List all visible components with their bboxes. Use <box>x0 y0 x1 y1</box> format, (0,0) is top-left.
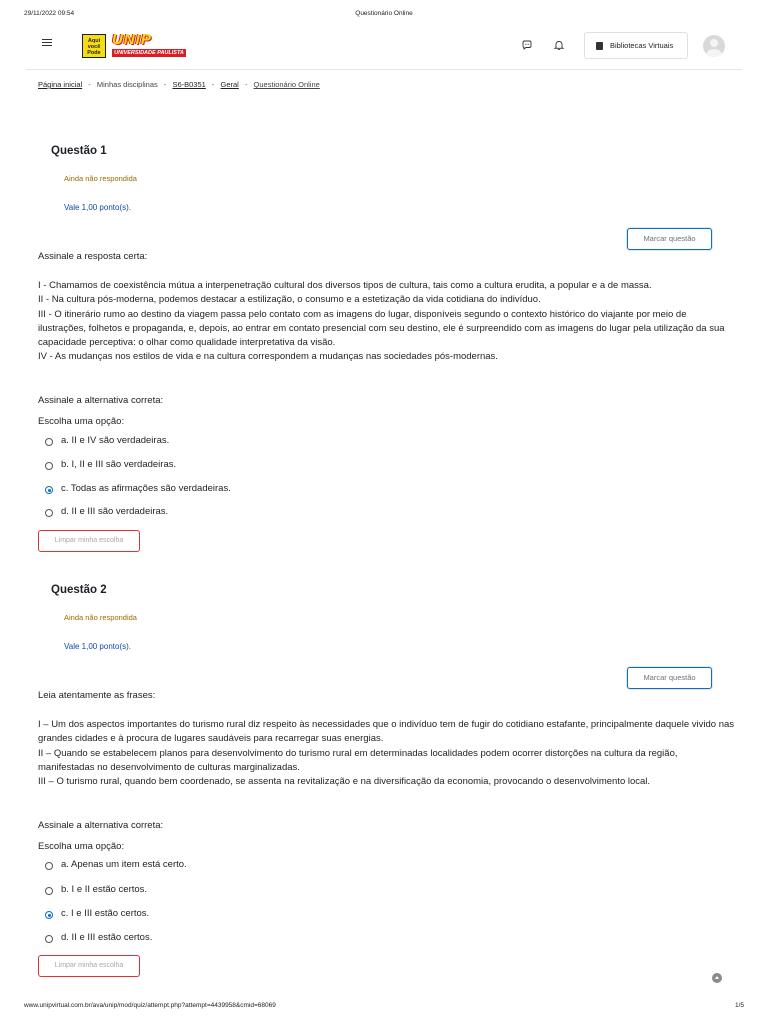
radio-button[interactable] <box>45 462 53 470</box>
question-intro: Leia atentamente as frases: <box>38 690 156 701</box>
question-intro: Assinale a resposta certa: <box>38 251 148 262</box>
statement: IV - As mudanças nos estilos de vida e na cultura correspondem a mudanças nas sociedades pós-modernas. <box>38 351 498 363</box>
virtual-libraries-label: Bibliotecas Virtuais <box>610 41 674 50</box>
scroll-to-top-icon[interactable] <box>712 973 722 983</box>
breadcrumb-separator: - <box>88 80 91 89</box>
breadcrumb-section[interactable]: Geral <box>220 80 239 89</box>
breadcrumb-my-courses: Minhas disciplinas <box>96 80 158 89</box>
print-header <box>0 10 768 22</box>
breadcrumb-separator: - <box>163 80 167 89</box>
flag-question-button[interactable]: Marcar questão <box>627 228 712 250</box>
virtual-libraries-button[interactable] <box>584 32 688 59</box>
print-date: 29/11/2022 09:54 <box>24 10 75 17</box>
clear-choice-button[interactable]: Limpar minha escolha <box>38 530 140 552</box>
option-label[interactable]: d. II e III são verdadeiras. <box>61 506 169 517</box>
question-title: Questão 1 <box>51 145 107 157</box>
choose-option-label: Escolha uma opção: <box>38 841 125 852</box>
hamburger-icon[interactable] <box>42 39 52 47</box>
chat-icon[interactable] <box>521 39 533 51</box>
question-statements <box>38 718 734 789</box>
option-label[interactable]: b. I e II estão certos. <box>61 884 148 895</box>
statement: I – Um dos aspectos importantes do turismo rural diz respeito às necessidades que o indivíduo tem de fugir do cotidiano estafante, principalmente daquele vivido nas grandes cidades e à procura de lugares saudáveis para recarregar suas energias. <box>38 719 735 745</box>
question-statements <box>38 279 734 365</box>
statement: III – O turismo rural, quando bem coordenado, se assenta na revitalização e na diversificação da economia, provocando o desenvolvimento local. <box>38 776 651 788</box>
statement: II – Quando se estabelecem planos para desenvolvimento do turismo rural em determinadas localidades podem ocorrer distorções na cultura da região, manifestadas no desenvolvimento de culturas marginalizadas. <box>38 747 678 773</box>
print-title: Questionário Online <box>355 10 413 17</box>
radio-button[interactable] <box>45 509 53 517</box>
print-url: www.unipvirtual.com.br/ava/unip/mod/quiz/attempt.php?attempt=4439958&cmid=68069 <box>24 1002 276 1009</box>
unip-logo[interactable] <box>82 32 186 59</box>
radio-button[interactable] <box>45 887 53 895</box>
option-label[interactable]: c. Todas as afirmações são verdadeiras. <box>61 483 231 494</box>
question-state: Ainda não respondida <box>64 613 137 622</box>
breadcrumb <box>38 80 320 89</box>
navbar <box>26 24 742 70</box>
option-label[interactable]: b. I, II e III são verdadeiras. <box>61 459 177 470</box>
bell-icon[interactable] <box>553 39 565 51</box>
choose-option-label: Escolha uma opção: <box>38 416 125 427</box>
option-label[interactable]: d. II e III estão certos. <box>61 932 153 943</box>
print-footer <box>0 1002 768 1014</box>
avatar[interactable] <box>703 35 725 57</box>
breadcrumb-home[interactable]: Página inicial <box>38 80 83 89</box>
question-grade: Vale 1,00 ponto(s). <box>64 203 132 212</box>
logo-box: Aqui você Pode <box>82 34 106 58</box>
logo-subtitle: UNIVERSIDADE PAULISTA <box>112 49 186 57</box>
radio-button[interactable] <box>45 935 53 943</box>
breadcrumb-separator: - <box>244 80 248 89</box>
radio-button[interactable] <box>45 862 53 870</box>
breadcrumb-separator: - <box>211 80 215 89</box>
option-label[interactable]: a. Apenas um item está certo. <box>61 859 187 870</box>
statement: II - Na cultura pós-moderna, podemos destacar a estilização, o consumo e a estetização da vida cotidiana do indivíduo. <box>38 294 541 306</box>
option-label[interactable]: a. II e IV são verdadeiras. <box>61 435 170 446</box>
radio-button-selected[interactable] <box>45 911 53 919</box>
flag-question-button[interactable]: Marcar questão <box>627 667 712 689</box>
question-title: Questão 2 <box>51 584 107 596</box>
question-prompt: Assinale a alternativa correta: <box>38 820 164 831</box>
statement: I - Chamamos de coexistência mútua a interpenetração cultural dos diversos tipos de cultura, tais como a cultura erudita, a popular e a de massa. <box>38 280 652 291</box>
statement: III - O itinerário rumo ao destino da viagem passa pelo contato com as imagens do lugar, disponíveis segundo o contexto histórico do viajante por meio de ilustrações, folhetos e propaganda, e, depois, ao entrar em contato presencial com seu destino, ele é surpreendido com as imagens do lugar pela utilização da sua capacidade perceptiva: o olhar como qualidade interpretativa da visão. <box>38 308 725 349</box>
option-label[interactable]: c. I e III estão certos. <box>61 908 150 919</box>
question-prompt: Assinale a alternativa correta: <box>38 395 164 406</box>
question-grade: Vale 1,00 ponto(s). <box>64 642 132 651</box>
logo-name: UNIP <box>112 31 152 48</box>
breadcrumb-course[interactable]: S6-B0351 <box>172 80 206 89</box>
breadcrumb-quiz[interactable]: Questionário Online <box>253 80 320 89</box>
print-page-number: 1/5 <box>734 1002 744 1009</box>
book-icon <box>596 42 603 50</box>
radio-button-selected[interactable] <box>45 486 53 494</box>
question-state: Ainda não respondida <box>64 174 137 183</box>
radio-button[interactable] <box>45 438 53 446</box>
clear-choice-button[interactable]: Limpar minha escolha <box>38 955 140 977</box>
